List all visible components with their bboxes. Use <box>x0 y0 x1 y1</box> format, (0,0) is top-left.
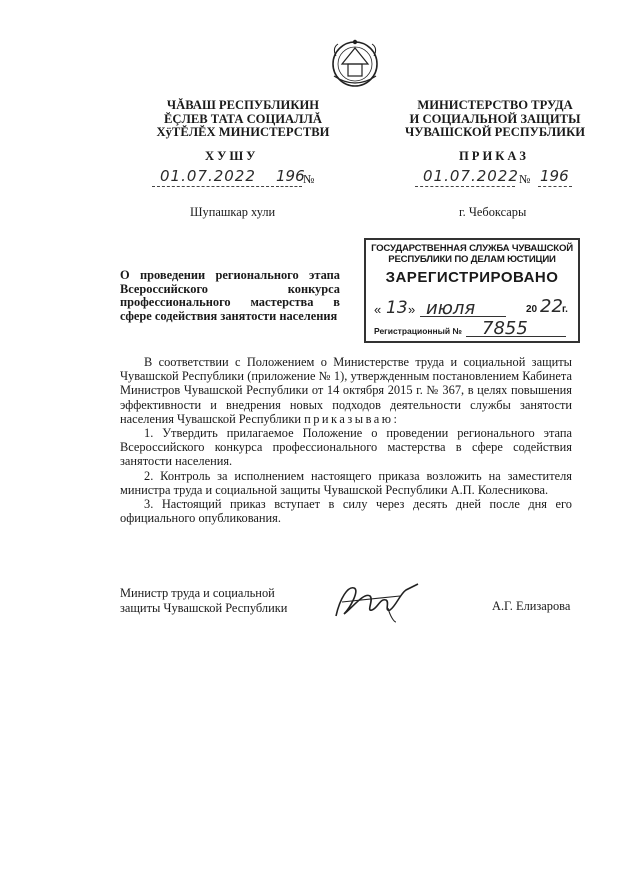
document-body <box>120 355 572 525</box>
stamp-date-line: « 13 » июля 20 22 г. <box>374 296 568 319</box>
preamble-text: В соответствии с Положением о Министерстве труда и социальной защиты Чувашской Республики (приложение № 1), утвержденным постановлением Кабинета Министров Чувашской Республики от 14 октября 2015 г. № 367, в целях повышения эффективности и внедрения новых подходов деятельности службы занятости населения Чувашской Республики <box>120 355 572 426</box>
left-number-field <box>276 167 305 187</box>
document-title: О проведении регионального этапа Всероссийского конкурса профессионального мастерства в сфере содействия занятости населения <box>120 268 340 323</box>
right-doc-kind: ПРИКАЗ <box>459 149 529 163</box>
signatory-name: А.Г. Елизарова <box>492 599 571 613</box>
left-org-header: ЧĂВАШ РЕСПУБЛИКИН ĔÇЛЕВ ТАТА СОЦИАЛЛĂ ХÿТĔЛĔХ МИНИСТЕРСТВИ <box>156 98 330 139</box>
stamp-month: июля <box>426 298 476 319</box>
order-word: приказываю: <box>304 411 400 426</box>
stamp-year-prefix: 20 <box>526 304 538 315</box>
coat-of-arms-emblem <box>328 36 382 90</box>
preamble-paragraph <box>120 355 572 426</box>
stamp-year-suffix: 22 <box>540 296 563 317</box>
right-number-sign: № <box>519 172 531 186</box>
signatory-title: Министр труда и социальной защиты Чувашской Республики <box>120 586 288 615</box>
stamp-reg-line <box>374 318 574 340</box>
handwritten-signature <box>330 578 422 624</box>
stamp-status: ЗАРЕГИСТРИРОВАНО <box>385 269 559 286</box>
item-1: 1. Утвердить прилагаемое Положение о проведении регионального этапа Всероссийского конкурса профессионального мастерства в сфере содействия занятости населения. <box>120 426 572 469</box>
item-3: 3. Настоящий приказ вступает в силу через десять дней после дня его официального опубликования. <box>120 497 572 526</box>
stamp-reg-number: 7855 <box>482 318 528 339</box>
stamp-org: ГОСУДАРСТВЕННАЯ СЛУЖБА ЧУВАШСКОЙ РЕСПУБЛИКИ ПО ДЕЛАМ ЮСТИЦИИ <box>371 243 573 265</box>
right-city: г. Чебоксары <box>459 205 527 219</box>
left-date-field <box>152 167 274 187</box>
right-org-header: МИНИСТЕРСТВО ТРУДА И СОЦИАЛЬНОЙ ЗАЩИТЫ ЧУВАШСКОЙ РЕСПУБЛИКИ <box>404 98 585 139</box>
right-number: 196 <box>540 167 569 185</box>
left-number-sign: № <box>303 172 315 186</box>
left-city: Шупашкар хули <box>190 205 276 219</box>
right-date-field <box>415 167 519 187</box>
stamp-reg-label: Регистрационный № <box>374 326 462 336</box>
right-number-field <box>538 167 572 187</box>
left-date: 01.07.2022 <box>160 167 256 185</box>
stamp-day: 13 <box>386 298 408 318</box>
registration-stamp <box>364 238 580 343</box>
left-number: 196 <box>276 167 305 185</box>
item-2: 2. Контроль за исполнением настоящего приказа возложить на заместителя министра труда и социальной защиты Чувашской Республики А.П. Колесникова. <box>120 468 572 497</box>
left-doc-kind: ХУШУ <box>205 149 259 163</box>
right-date: 01.07.2022 <box>423 167 519 185</box>
